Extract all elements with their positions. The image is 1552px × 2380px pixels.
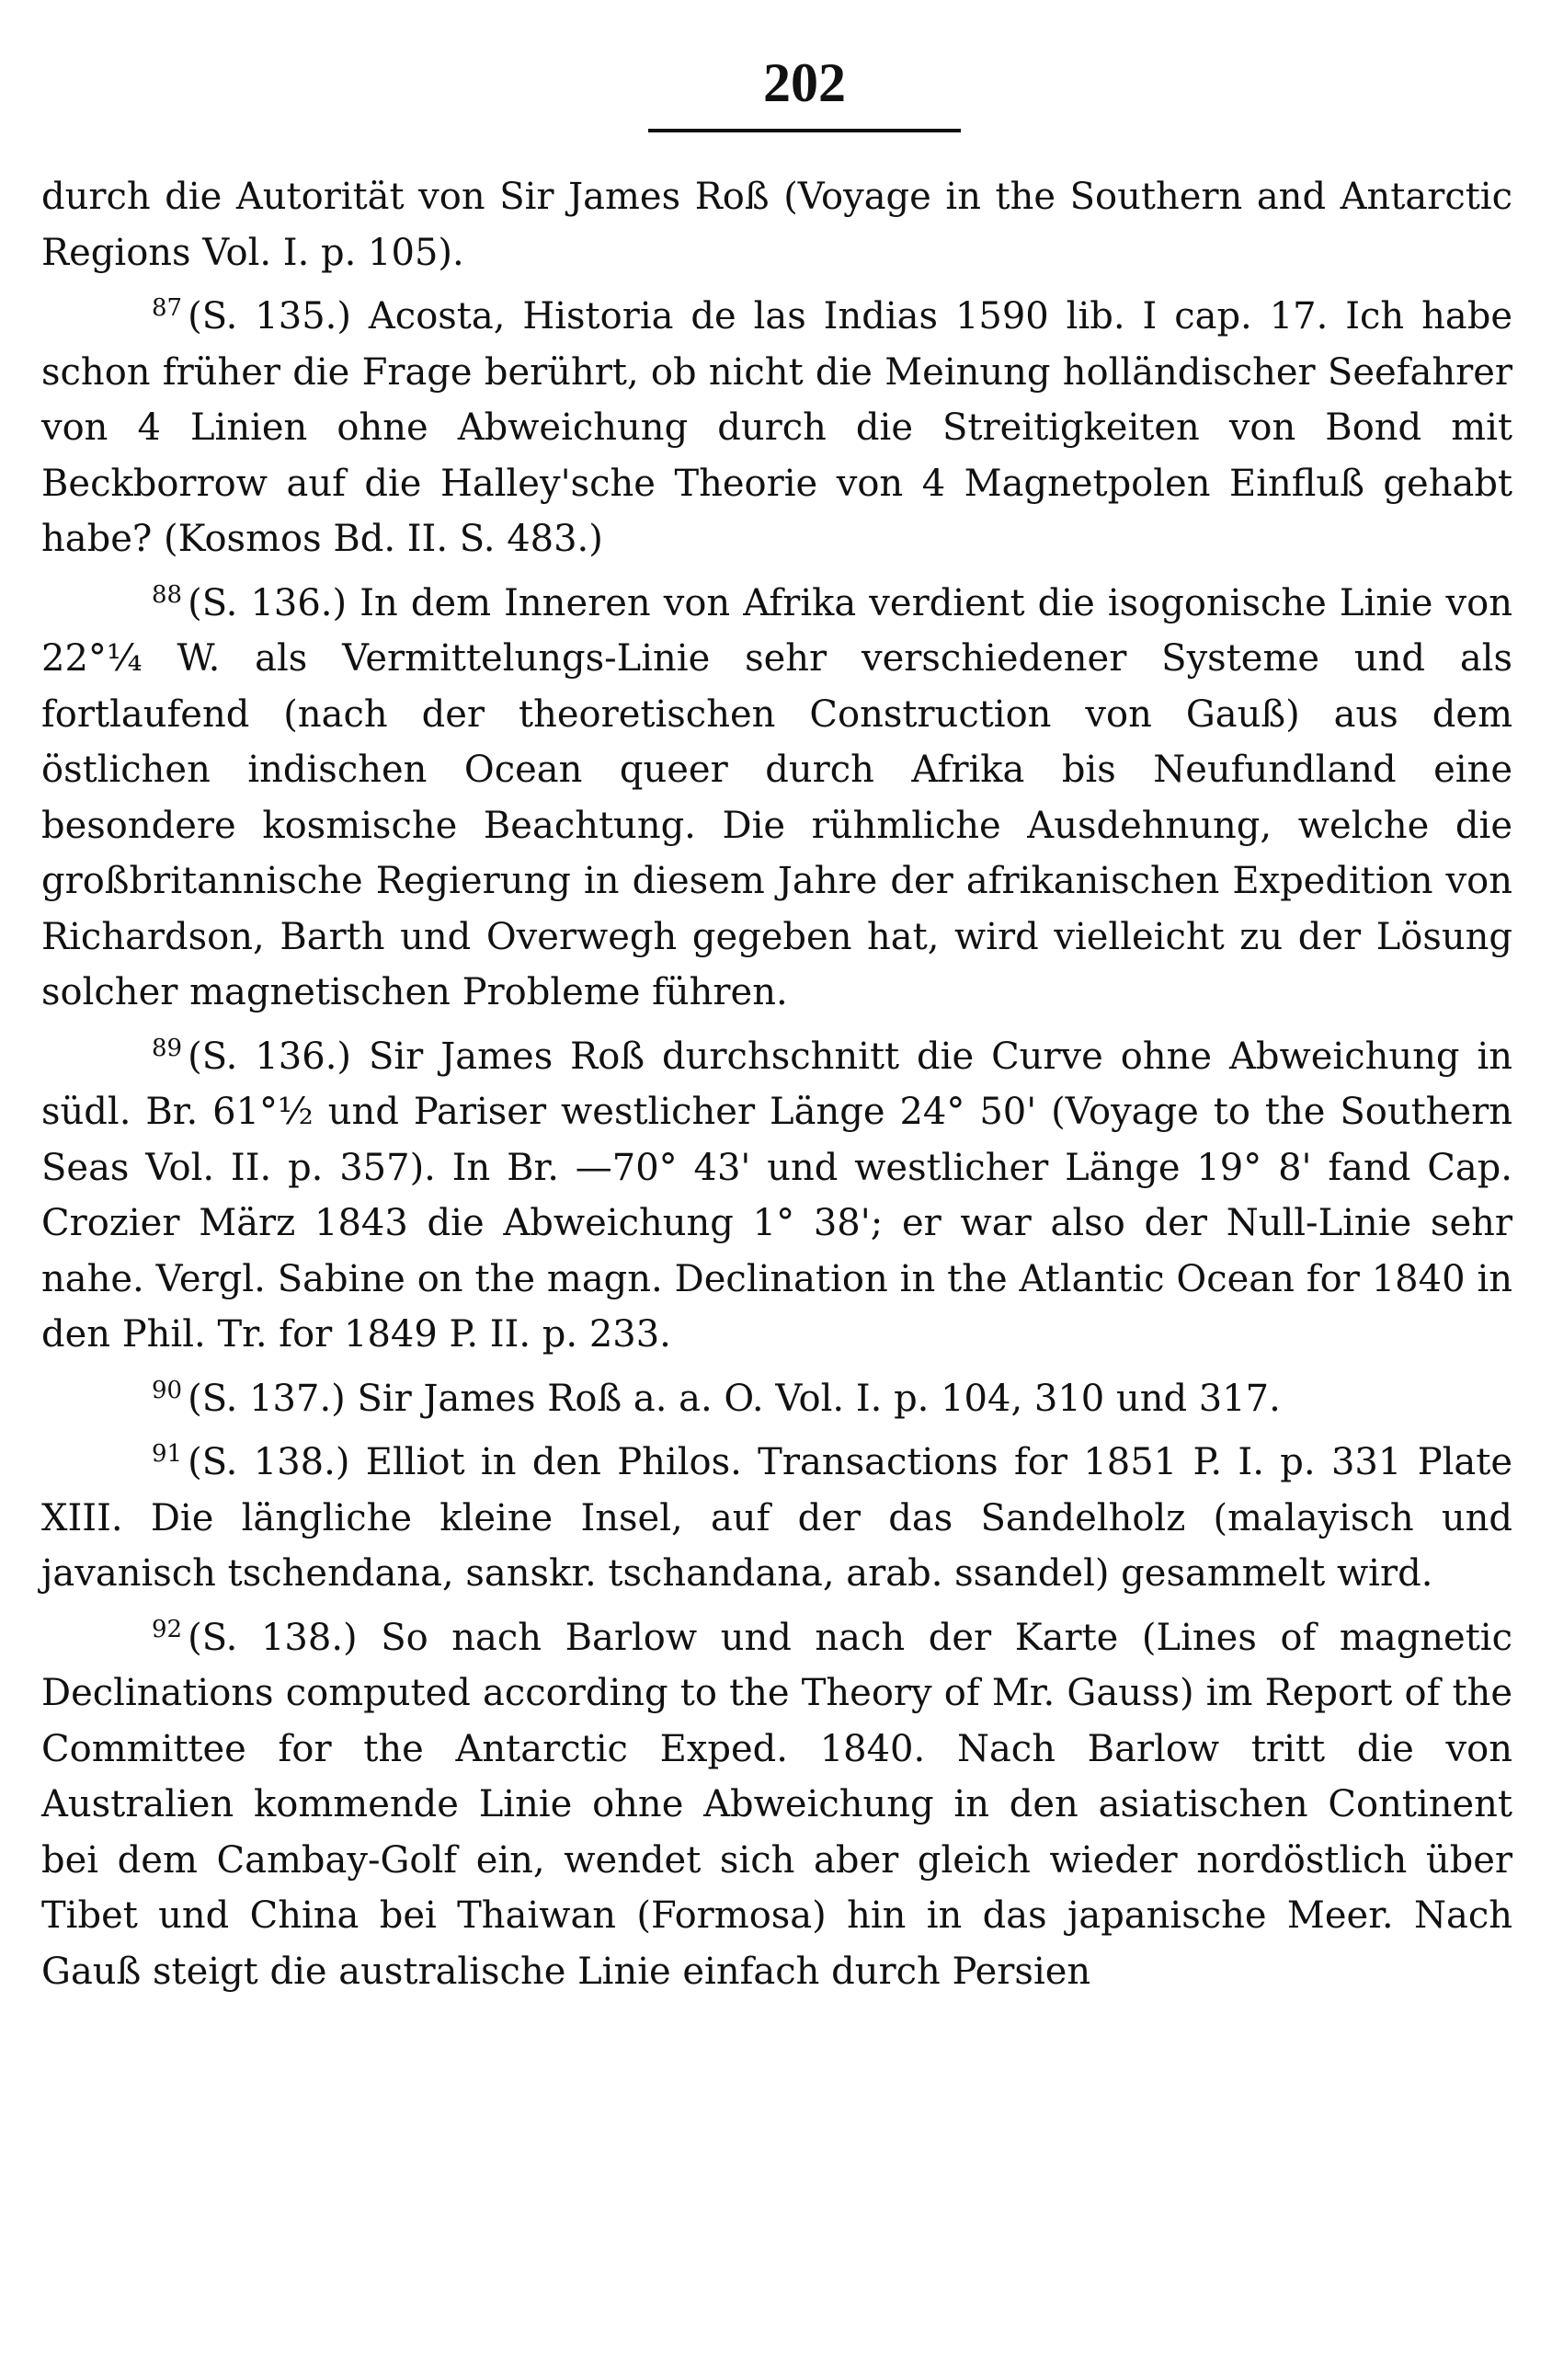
footnote-text: (S. 137.) Sir James Roß a. a. O. Vol. I. p. 104, 310 und 317. [188, 1377, 1281, 1420]
footnote-89 [41, 1021, 1512, 1363]
footnote-continuation [41, 169, 1512, 280]
footnote-number: 89 [152, 1034, 183, 1062]
footnote-text: durch die Autorität von Sir James Roß (Voyage in the Southern and Antarctic Regions Vol. I. p. 105). [41, 176, 1512, 274]
footnotes-body [41, 169, 1512, 1999]
footnote-91 [41, 1426, 1512, 1602]
footnote-92 [41, 1602, 1512, 2000]
footnote-number: 88 [152, 580, 183, 609]
footnote-text: (S. 138.) So nach Barlow und nach der Karte (Lines of magnetic Declinations computed according to the Theory of Mr. Gauss) im Report of the Committee for the Antarctic Exped. 1840. Nach Barlow tritt die von Australien kommende Linie ohne Abweichung in den asiatischen Continent bei dem Cambay-Golf ein, wendet sich aber gleich wieder nordöstlich über Tibet und China bei Thaiwan (Formosa) hin in das japanische Meer. Nach Gauß steigt die australische Linie einfach durch Persien [41, 1616, 1512, 1993]
footnote-88 [41, 567, 1512, 1021]
footnote-text: (S. 135.) Acosta, Historia de las Indias 1590 lib. I cap. 17. Ich habe schon früher die Frage berührt, ob nicht die Meinung holländischer Seefahrer von 4 Linien ohne Abweichung durch die Streitigkeiten von Bond mit Beckborrow auf die Halley'sche Theorie von 4 Magnetpolen Einfluß gehabt habe? (Kosmos Bd. II. S. 483.) [41, 295, 1512, 560]
footnote-90 [41, 1363, 1512, 1427]
book-page [41, 46, 1512, 1999]
footnote-text: (S. 138.) Elliot in den Philos. Transactions for 1851 P. I. p. 331 Plate XIII. Die längliche kleine Insel, auf der das Sandelholz (malayisch und javanisch tschendana, sanskr. tschandana, arab. ssandel) gesammelt wird. [41, 1441, 1512, 1595]
page-number: 202 [763, 52, 846, 113]
footnote-number: 90 [152, 1376, 183, 1404]
header-rule [648, 129, 961, 132]
footnote-text: (S. 136.) Sir James Roß durchschnitt die Curve ohne Abweichung in südl. Br. 61°½ und Pariser westlicher Länge 24° 50' (Voyage to the Southern Seas Vol. II. p. 357). In Br. —70° 43' und westlicher Länge 19° 8' fand Cap. Crozier März 1843 die Abweichung 1° 38'; er war also der Null-Linie sehr nahe. Vergl. Sabine on the magn. Declination in the Atlantic Ocean for 1840 in den Phil. Tr. for 1849 P. II. p. 233. [41, 1035, 1512, 1356]
footnote-number: 91 [152, 1440, 183, 1468]
footnote-number: 92 [152, 1615, 183, 1643]
footnote-text: (S. 136.) In dem Inneren von Afrika verdient die isogonische Linie von 22°¼ W. als Vermittelungs-Linie sehr verschiedener Systeme und als fortlaufend (nach der theoretischen Construction von Gauß) aus dem östlichen indischen Ocean queer durch Afrika bis Neufundland eine besondere kosmische Beachtung. Die rühmliche Ausdehnung, welche die großbritannische Regierung in diesem Jahre der afrikanischen Expedition von Richardson, Barth und Overwegh gegeben hat, wird vielleicht zu der Lösung solcher magnetischen Probleme führen. [41, 581, 1512, 1013]
footnote-number: 87 [152, 294, 183, 322]
footnote-87 [41, 280, 1512, 567]
